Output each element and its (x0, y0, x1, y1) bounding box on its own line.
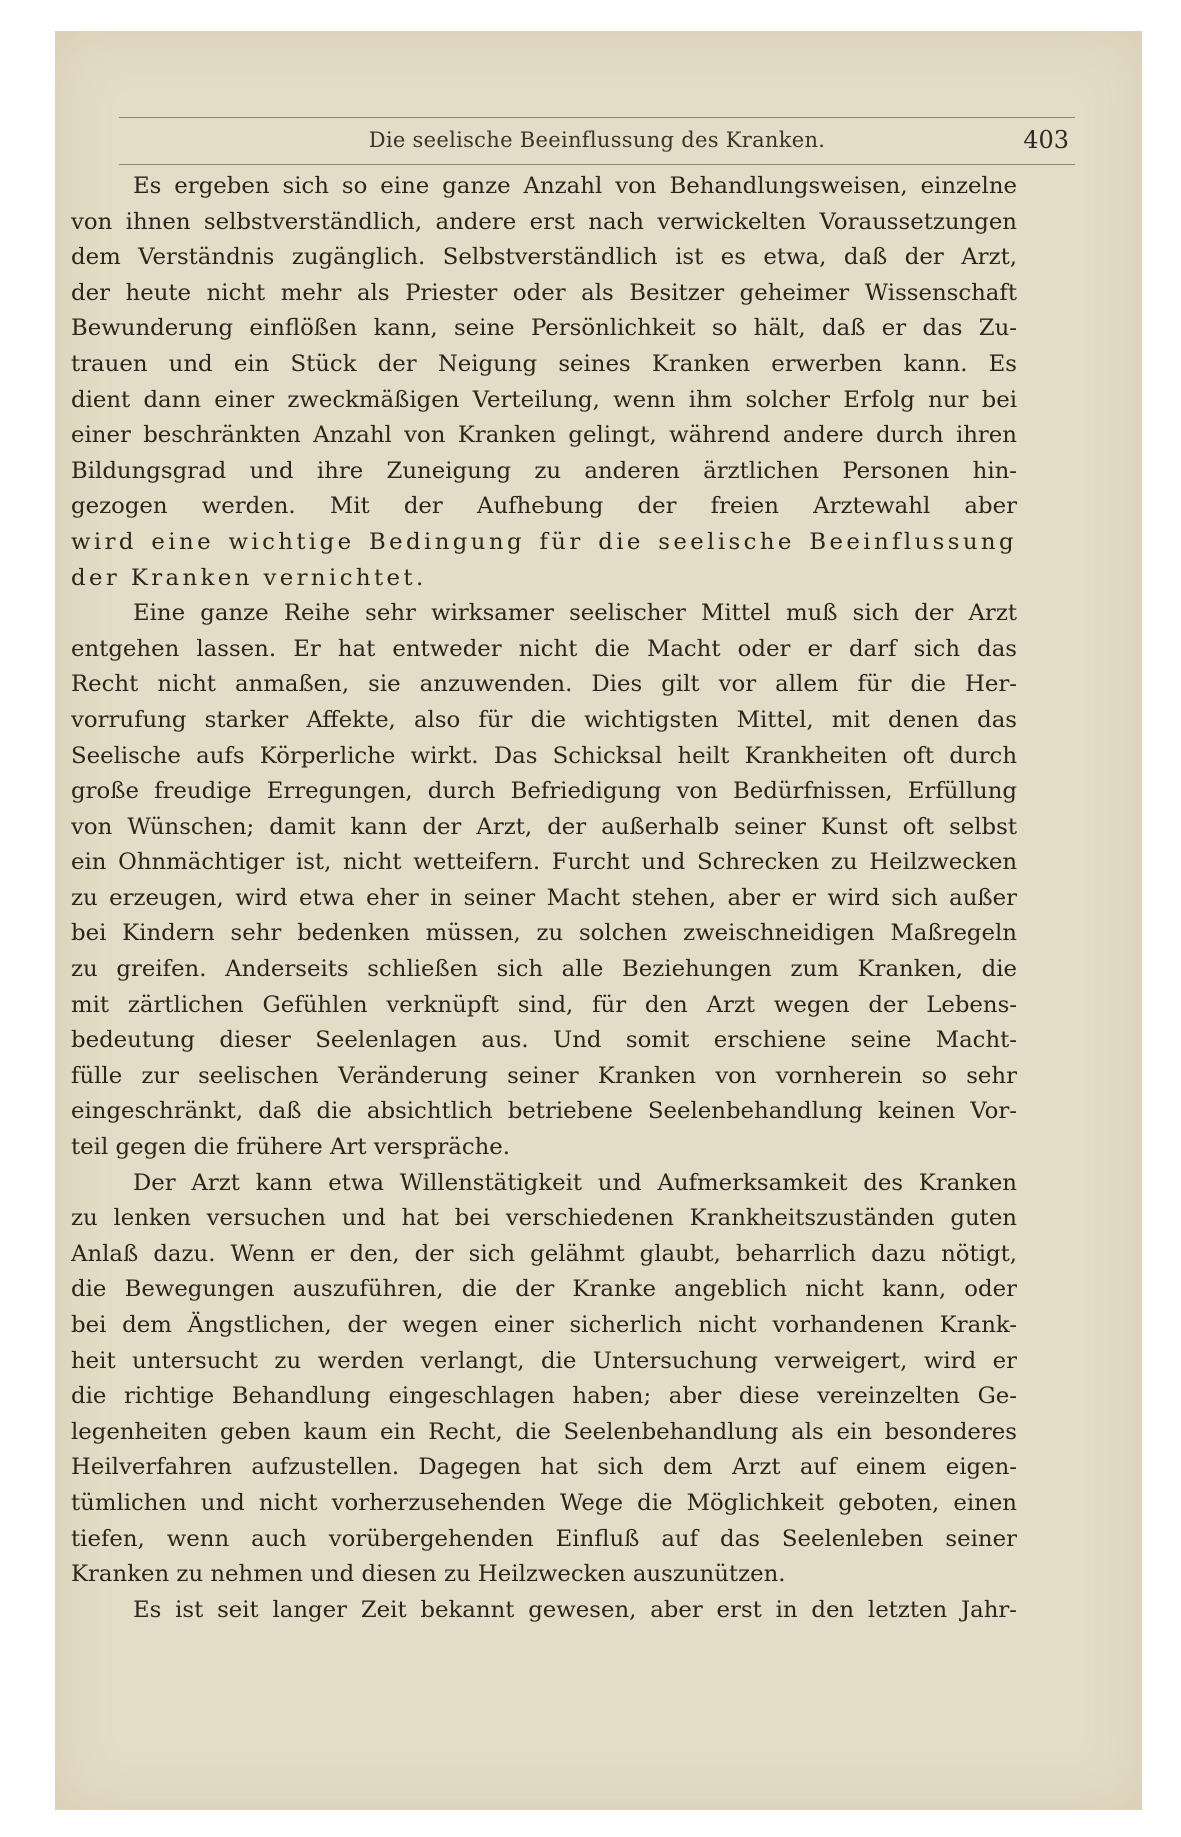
text-line: Anlaß dazu. Wenn er den, der sich gelähmt glaubt, beharrlich dazu nötigt, (71, 1240, 1017, 1267)
text-line: Der Arzt kann etwa Willenstätigkeit und Aufmerksamkeit des Kranken (133, 1169, 1017, 1196)
text-line: legenheiten geben kaum ein Recht, die Seelenbehandlung als ein besonderes (71, 1418, 1017, 1445)
text-line: fülle zur seelischen Veränderung seiner Kranken von vornherein so sehr (71, 1062, 1017, 1089)
text-line: bedeutung dieser Seelenlagen aus. Und somit erschiene seine Macht- (71, 1027, 1017, 1054)
page-header (119, 117, 1075, 165)
text-line: die richtige Behandlung eingeschlagen haben; aber diese vereinzelten Ge- (71, 1383, 1017, 1410)
text-line: große freudige Erregungen, durch Befriedigung von Bedürfnissen, Erfüllung (71, 778, 1017, 805)
text-line: von ihnen selbstverständlich, andere erst nach verwickelten Voraussetzungen (71, 208, 1017, 235)
text-line: Bildungsgrad und ihre Zuneigung zu anderen ärztlichen Personen hin- (71, 457, 1017, 484)
text-line: bei dem Ängstlichen, der wegen einer sicherlich nicht vorhandenen Krank- (71, 1312, 1017, 1338)
text-line: eingeschränkt, daß die absichtlich betriebene Seelenbehandlung keinen Vor- (71, 1098, 1017, 1125)
text-line: bei Kindern sehr bedenken müssen, zu solchen zweischneidigen Maßregeln (71, 920, 1017, 947)
text-line: Es ist seit langer Zeit bekannt gewesen, aber erst in den letzten Jahr- (133, 1596, 1017, 1623)
text-line: von Wünschen; damit kann der Arzt, der außerhalb seiner Kunst oft selbst (71, 813, 1017, 840)
text-line: dient dann einer zweckmäßigen Verteilung, wenn ihm solcher Erfolg nur bei (71, 386, 1017, 413)
text-line: zu erzeugen, wird etwa eher in seiner Macht stehen, aber er wird sich außer (71, 884, 1017, 911)
text-line: der heute nicht mehr als Priester oder als Besitzer geheimer Wissenschaft (71, 279, 1017, 306)
text-line: gezogen werden. Mit der Aufhebung der freien Arztewahl aber (71, 493, 1017, 520)
text-line: die Bewegungen auszuführen, die der Kranke angeblich nicht kann, oder (71, 1276, 1017, 1303)
page-number: 403 (1023, 126, 1069, 154)
text-line: mit zärtlichen Gefühlen verknüpft sind, für den Arzt wegen der Lebens- (71, 991, 1017, 1018)
page-body-text (71, 169, 1017, 1628)
text-line: Bewunderung einflößen kann, seine Persönlichkeit so hält, daß er das Zu- (71, 315, 1017, 342)
running-title: Die seelische Beeinflussung des Kranken. (368, 128, 826, 152)
text-line: zu greifen. Anderseits schließen sich alle Beziehungen zum Kranken, die (71, 956, 1017, 983)
text-line: Eine ganze Reihe sehr wirksamer seelischer Mittel muß sich der Arzt (133, 600, 1017, 627)
text-line: trauen und ein Stück der Neigung seines Kranken erwerben kann. Es (71, 350, 1017, 377)
text-line: Heilverfahren aufzustellen. Dagegen hat sich dem Arzt auf einem eigen- (71, 1454, 1017, 1481)
text-line: Seelische aufs Körperliche wirkt. Das Schicksal heilt Krankheiten oft durch (71, 742, 1017, 769)
text-line: Kranken zu nehmen und diesen zu Heilzwecken auszunützen. (71, 1561, 786, 1588)
text-line: entgehen lassen. Er hat entweder nicht die Macht oder er darf sich das (71, 635, 1017, 662)
text-line: tümlichen und nicht vorherzusehenden Wege die Möglichkeit geboten, einen (71, 1489, 1017, 1516)
text-line: heit untersucht zu werden verlangt, die Untersuchung verweigert, wird er (71, 1347, 1017, 1374)
text-line: zu lenken versuchen und hat bei verschiedenen Krankheitszuständen guten (71, 1205, 1017, 1232)
text-line: ein Ohnmächtiger ist, nicht wetteifern. Furcht und Schrecken zu Heilzwecken (71, 849, 1017, 876)
text-line: dem Verständnis zugänglich. Selbstverständlich ist es etwa, daß der Arzt, (71, 244, 1017, 271)
text-line: teil gegen die frühere Art verspräche. (71, 1134, 511, 1161)
text-line: wird eine wichtige Bedingung für die seelische Beeinflussung (71, 528, 1017, 555)
text-line: einer beschränkten Anzahl von Kranken gelingt, während andere durch ihren (71, 422, 1017, 449)
text-line: der Kranken vernichtet. (71, 564, 427, 591)
text-line: vorrufung starker Affekte, also für die wichtigsten Mittel, mit denen das (71, 706, 1017, 733)
text-line: Recht nicht anmaßen, sie anzuwenden. Dies gilt vor allem für die Her- (71, 671, 1017, 698)
text-line: tiefen, wenn auch vorübergehenden Einfluß auf das Seelenleben seiner (71, 1525, 1017, 1552)
text-line: Es ergeben sich so eine ganze Anzahl von Behandlungsweisen, einzelne (133, 173, 1017, 199)
